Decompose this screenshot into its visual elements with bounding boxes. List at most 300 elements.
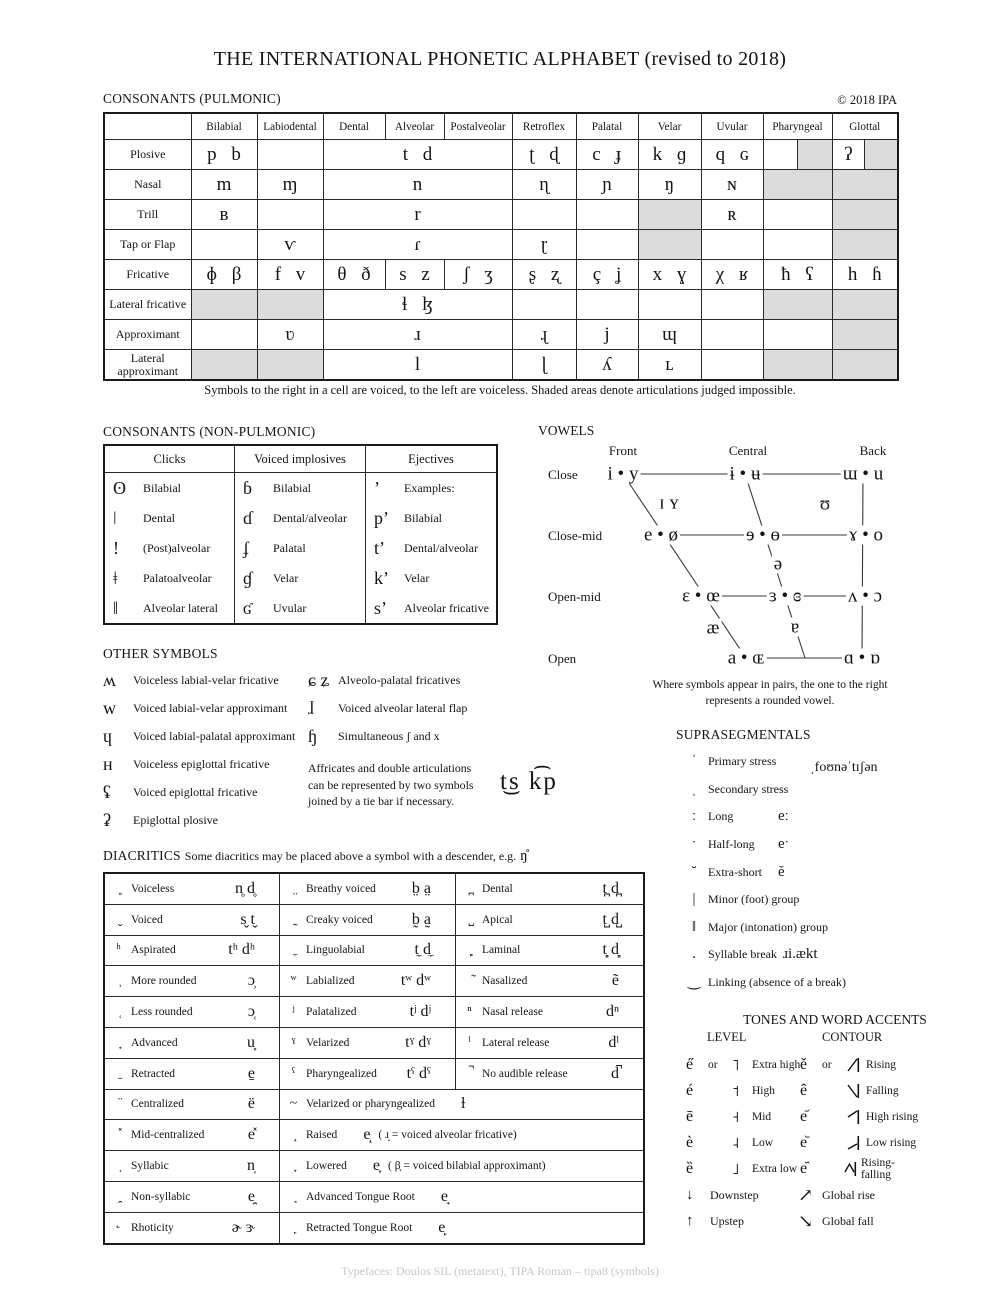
cell-latfric-palatal bbox=[576, 290, 638, 320]
vowel-pair-barred-i-u: ɨ • ʉ bbox=[729, 463, 761, 485]
ejective-symbol: kʼ bbox=[374, 568, 389, 588]
implosive-label: Dental/alveolar bbox=[273, 510, 347, 525]
cell-tap-dental-alv: ɾ bbox=[323, 230, 512, 260]
example: ĕ bbox=[778, 863, 785, 880]
mark: ̜ bbox=[116, 1004, 121, 1020]
tone-bar: ˩ bbox=[732, 1159, 740, 1178]
diacritic-row bbox=[105, 1058, 643, 1089]
label: Minor (foot) group bbox=[708, 892, 800, 907]
cell-plosive-uvular: q ɢ bbox=[701, 140, 763, 170]
label: Breathy voiced bbox=[306, 882, 376, 895]
or-text: or bbox=[708, 1059, 718, 1071]
cell-fric-postalveolar: ʃ ʒ bbox=[444, 260, 512, 290]
label: Long bbox=[708, 809, 734, 824]
label: Global rise bbox=[822, 1187, 875, 1202]
mark: ̯ bbox=[116, 1188, 121, 1204]
mid-centralized-cell bbox=[105, 1120, 279, 1150]
click-label: Dental bbox=[143, 510, 175, 525]
suprasegmental-item bbox=[684, 914, 904, 942]
label: Extra high bbox=[752, 1058, 801, 1071]
label: Upstep bbox=[710, 1213, 744, 1228]
label: Mid bbox=[752, 1110, 772, 1123]
click-item bbox=[105, 593, 234, 623]
col-postalveolar: Postalveolar bbox=[444, 113, 512, 140]
vowel-ash: æ bbox=[706, 617, 720, 639]
label: Voiceless epiglottal fricative bbox=[133, 756, 270, 771]
label: Creaky voiced bbox=[306, 913, 373, 926]
central-label: Central bbox=[728, 443, 768, 458]
vowel-pair-i-y: i • y bbox=[607, 463, 639, 485]
symbol: ‿ bbox=[687, 974, 701, 991]
ejective-label: Bilabial bbox=[404, 510, 442, 525]
click-item bbox=[105, 563, 234, 593]
advanced-tongue-root-cell bbox=[279, 1182, 643, 1212]
label: Extra-short bbox=[708, 864, 762, 879]
pulmonic-footnote: Symbols to the right in a cell are voiced, to the left are voiceless. Shaded areas denote articulations judged impossible. bbox=[204, 383, 796, 397]
row-nasal bbox=[104, 170, 898, 200]
cell-latfric-bilabial-shaded bbox=[191, 290, 257, 320]
label: Laminal bbox=[482, 944, 521, 957]
diacritics-note: Some diacritics may be placed above a symbol with a descender, e.g. bbox=[184, 849, 517, 863]
click-item bbox=[105, 473, 234, 503]
example: tˤ dˤ bbox=[406, 1064, 431, 1082]
example: dˡ bbox=[608, 1033, 619, 1051]
example: e̘ bbox=[440, 1187, 448, 1205]
cell-plosive-pharyngeal bbox=[763, 140, 832, 170]
label: Rising-falling bbox=[860, 1156, 895, 1181]
example: ɚ ɝ bbox=[231, 1218, 255, 1236]
velarized-or-pharyngealized-cell bbox=[279, 1090, 643, 1120]
cell-approx-retroflex: ɻ bbox=[512, 320, 576, 350]
example: tʲ dʲ bbox=[409, 1003, 431, 1021]
cell-approx-uvular bbox=[701, 320, 763, 350]
cell-latapprox-pharyngeal-shaded bbox=[763, 350, 832, 381]
other-symbol-item bbox=[308, 666, 498, 694]
cell-plosive-glottal bbox=[832, 140, 898, 170]
creaky-voiced-cell bbox=[279, 905, 455, 935]
falling-tone-icon bbox=[846, 1082, 866, 1100]
other-symbol-item bbox=[103, 806, 308, 834]
level-tones-list bbox=[686, 1052, 804, 1182]
cell-trill-pharyngeal bbox=[763, 200, 832, 230]
open-label: Open bbox=[548, 651, 577, 666]
implosives-column bbox=[234, 446, 365, 623]
label: Syllabic bbox=[131, 1160, 169, 1173]
retracted-tongue-root-cell bbox=[279, 1213, 643, 1243]
mark: ̝ bbox=[291, 1127, 296, 1143]
vowel-pair-reversed-epsilon: ɜ • ɞ bbox=[768, 585, 802, 607]
example: n̩ bbox=[247, 1157, 255, 1175]
front-label: Front bbox=[608, 443, 638, 458]
example: t̻ d̻ bbox=[602, 941, 619, 959]
label: More rounded bbox=[131, 975, 197, 988]
tone-row-extra-high bbox=[686, 1052, 804, 1078]
label: Falling bbox=[866, 1084, 899, 1097]
more-rounded-cell bbox=[105, 966, 279, 996]
mark: ~ bbox=[289, 1096, 298, 1112]
clicks-header: Clicks bbox=[105, 446, 234, 473]
label: Lowered bbox=[306, 1160, 347, 1173]
vowel-chart bbox=[538, 423, 900, 718]
cell-fric-labiodental: f v bbox=[257, 260, 323, 290]
mark: ̈ bbox=[116, 1096, 121, 1112]
diacritic-row bbox=[105, 904, 643, 935]
implosive-item bbox=[235, 503, 365, 533]
cell-latapprox-glottal-shaded bbox=[832, 350, 898, 381]
cell-trill-palatal bbox=[576, 200, 638, 230]
rising-tone-icon bbox=[846, 1056, 866, 1074]
cell-latapprox-labiodental-shaded bbox=[257, 350, 323, 381]
col-alveolar: Alveolar bbox=[385, 113, 444, 140]
example: e̯ bbox=[247, 1187, 255, 1205]
global-rise-arrow-icon: ↗ bbox=[798, 1184, 814, 1205]
other-symbols-right-list bbox=[308, 666, 498, 750]
cell-approx-pharyngeal bbox=[763, 320, 832, 350]
label: Voiced labial-palatal approximant bbox=[133, 728, 296, 743]
syllabic-cell bbox=[105, 1151, 279, 1181]
tone-row-low bbox=[686, 1130, 804, 1156]
label: High bbox=[752, 1084, 775, 1097]
cell-fric-velar: x ɣ bbox=[638, 260, 701, 290]
example: ɫ bbox=[461, 1095, 466, 1113]
col-labiodental: Labiodental bbox=[257, 113, 323, 140]
cell-plosive-labiodental bbox=[257, 140, 323, 170]
velarized-cell bbox=[279, 1028, 455, 1058]
mark: ˠ bbox=[291, 1034, 296, 1050]
label: Nasalized bbox=[482, 975, 528, 988]
tone-row-high-rising bbox=[800, 1104, 920, 1130]
cell-plosive-dental-alv: t d bbox=[323, 140, 512, 170]
example: tˠ dˠ bbox=[405, 1033, 431, 1051]
clicks-column bbox=[105, 446, 234, 623]
col-retroflex: Retroflex bbox=[512, 113, 576, 140]
other-symbol-item bbox=[103, 694, 308, 722]
tie-bar-examples: t͜s k͡p bbox=[500, 768, 558, 795]
example: n̥ d̥ bbox=[235, 879, 255, 897]
rising-falling-tone-icon bbox=[843, 1160, 861, 1178]
cell-nasal-glottal-shaded bbox=[832, 170, 898, 200]
example: b̰ a̰ bbox=[411, 910, 431, 928]
diacritic-row bbox=[105, 1212, 643, 1243]
other-symbols-left-list bbox=[103, 666, 308, 834]
cell-fric-uvular: χ ʁ bbox=[701, 260, 763, 290]
back-label: Back bbox=[859, 443, 887, 458]
click-label: (Post)alveolar bbox=[143, 540, 211, 555]
aspirated-cell bbox=[105, 936, 279, 966]
cell-nasal-pharyngeal-shaded bbox=[763, 170, 832, 200]
label: Palatalized bbox=[306, 1006, 357, 1019]
example: e̠ bbox=[247, 1064, 255, 1082]
label: Rising bbox=[866, 1058, 897, 1071]
tone-bar: ˨ bbox=[732, 1133, 740, 1152]
example: b̤ a̤ bbox=[411, 879, 431, 897]
ejective-item bbox=[366, 593, 496, 623]
mark: ̥ bbox=[116, 880, 121, 896]
suprasegmental-item bbox=[684, 969, 904, 997]
cell-trill-velar-shaded bbox=[638, 200, 701, 230]
col-bilabial: Bilabial bbox=[191, 113, 257, 140]
less-rounded-cell bbox=[105, 997, 279, 1027]
tone-row-low-rising bbox=[800, 1130, 920, 1156]
symbol: | bbox=[692, 891, 696, 908]
ejectives-list bbox=[366, 473, 496, 623]
mark: ̚ bbox=[467, 1065, 472, 1081]
diacritic-row bbox=[105, 1150, 643, 1181]
label: High rising bbox=[866, 1110, 919, 1123]
mark: ̘ bbox=[291, 1188, 296, 1204]
suprasegmental-item bbox=[684, 941, 904, 969]
mark: ̤ bbox=[291, 880, 296, 896]
ejective-item bbox=[366, 563, 496, 593]
linguolabial-cell bbox=[279, 936, 455, 966]
tone-bar: ˥ bbox=[732, 1055, 740, 1074]
diacritic-row bbox=[105, 874, 643, 904]
other-symbol-item bbox=[103, 666, 308, 694]
level-subheading: LEVEL bbox=[707, 1030, 747, 1044]
mark: ̩ bbox=[116, 1158, 121, 1174]
or-text: or bbox=[822, 1059, 832, 1071]
ejective-symbol: sʼ bbox=[374, 598, 387, 618]
diacritic-row bbox=[105, 1181, 643, 1212]
diacritics-table bbox=[103, 872, 645, 1245]
voiceless-half bbox=[764, 140, 798, 169]
ejective-symbol: pʼ bbox=[374, 508, 389, 528]
shaded-half bbox=[864, 140, 897, 169]
vowel-pair-a-oe-lig: a • ɶ bbox=[727, 647, 765, 669]
tone-row-high bbox=[686, 1078, 804, 1104]
label: Voiced bbox=[131, 913, 163, 926]
corner-cell bbox=[104, 113, 191, 140]
vowel-pair-e-o-slash: e • ø bbox=[643, 524, 679, 546]
non-syllabic-cell bbox=[105, 1182, 279, 1212]
mark: ˞ bbox=[116, 1219, 121, 1235]
copyright: © 2018 IPA bbox=[837, 93, 897, 107]
cell-approx-palatal: j bbox=[576, 320, 638, 350]
example: tʰ dʰ bbox=[228, 941, 255, 959]
click-symbol: ǁ bbox=[113, 598, 119, 618]
row-label: Approximant bbox=[104, 320, 191, 350]
symbol: ˌ bbox=[691, 780, 697, 797]
cell-nasal-retroflex: ɳ bbox=[512, 170, 576, 200]
mark: ̠ bbox=[116, 1065, 121, 1081]
row-approximant bbox=[104, 320, 898, 350]
cell-plosive-bilabial: p b bbox=[191, 140, 257, 170]
label: Downstep bbox=[710, 1187, 759, 1202]
cell-approx-labiodental: ʋ bbox=[257, 320, 323, 350]
implosives-header: Voiced implosives bbox=[235, 446, 365, 473]
example: t̪ d̪ bbox=[602, 879, 619, 897]
suprasegmental-item bbox=[684, 858, 904, 886]
symbol: ɕ ʑ bbox=[308, 670, 330, 690]
tone-row-falling bbox=[800, 1078, 920, 1104]
symbol: ʍ bbox=[103, 670, 116, 690]
cell-tap-retroflex: ɽ bbox=[512, 230, 576, 260]
high-rising-tone-icon bbox=[846, 1108, 866, 1126]
vowel-pair-epsilon-oe: ɛ • œ bbox=[682, 585, 720, 607]
label: Lateral release bbox=[482, 1036, 550, 1049]
vowels-heading: VOWELS bbox=[538, 423, 595, 438]
example: e̽ bbox=[247, 1126, 255, 1144]
example: ɔ̜ bbox=[247, 1003, 255, 1021]
implosives-list bbox=[235, 473, 365, 623]
cell-tap-uvular bbox=[701, 230, 763, 260]
row-trill bbox=[104, 200, 898, 230]
cell-latfric-pharyngeal-shaded bbox=[763, 290, 832, 320]
row-label: Plosive bbox=[104, 140, 191, 170]
tone-letter-example: e᷄ bbox=[800, 1108, 808, 1125]
symbol: . bbox=[692, 946, 696, 963]
cell-fric-pharyngeal: ħ ʕ bbox=[763, 260, 832, 290]
dental-cell bbox=[455, 874, 643, 904]
click-item bbox=[105, 533, 234, 563]
diacritics-heading-line bbox=[103, 847, 528, 865]
label: Voiced epiglottal fricative bbox=[133, 784, 258, 799]
tone-bar: ˧ bbox=[732, 1107, 740, 1126]
downstep-arrow-icon: ↓ bbox=[686, 1186, 694, 1203]
cell-latfric-labiodental-shaded bbox=[257, 290, 323, 320]
label: Primary stress bbox=[708, 754, 777, 769]
mark: ̻ bbox=[467, 942, 472, 958]
breathy-voiced-cell bbox=[279, 874, 455, 904]
cell-latapprox-uvular bbox=[701, 350, 763, 381]
mark: ˡ bbox=[468, 1034, 471, 1050]
label: Voiced alveolar lateral flap bbox=[338, 700, 468, 715]
contour-subheading: CONTOUR bbox=[822, 1030, 883, 1044]
nasal-release-cell bbox=[455, 997, 643, 1027]
cell-latfric-glottal-shaded bbox=[832, 290, 898, 320]
symbol: ˈ bbox=[691, 753, 697, 770]
mark: ʲ bbox=[292, 1004, 295, 1020]
centralized-cell bbox=[105, 1090, 279, 1120]
note: ( ɹ̝ = voiced alveolar fricative) bbox=[378, 1129, 517, 1142]
cell-trill-dental-alv: r bbox=[323, 200, 512, 230]
suprasegmental-item bbox=[684, 886, 904, 914]
example: e̙ bbox=[438, 1218, 446, 1236]
vowel-small-cap-i-y: ɪ ʏ bbox=[659, 492, 679, 514]
click-item bbox=[105, 503, 234, 533]
tone-letter-example: e̋ bbox=[686, 1056, 694, 1073]
close-label: Close bbox=[548, 467, 578, 482]
eng-with-ring-example: ŋ̊ bbox=[520, 848, 528, 864]
label: Mid-centralized bbox=[131, 1129, 205, 1142]
tone-row-mid bbox=[686, 1104, 804, 1130]
implosive-symbol: ɠ bbox=[243, 568, 252, 588]
label: Extra low bbox=[752, 1162, 798, 1175]
affricates-note: Affricates and double articulations can be represented by two symbols joined by a tie bar if necessary. bbox=[308, 761, 474, 809]
tone-bar: ˦ bbox=[732, 1081, 740, 1100]
cell-latfric-uvular bbox=[701, 290, 763, 320]
upstep-arrow-icon: ↑ bbox=[686, 1212, 694, 1229]
mark: ̰ bbox=[291, 911, 296, 927]
upstep-row bbox=[686, 1208, 744, 1234]
diacritic-row bbox=[105, 1119, 643, 1150]
example: eˑ bbox=[778, 836, 789, 853]
row-label: Nasal bbox=[104, 170, 191, 200]
cell-nasal-dental-alv: n bbox=[323, 170, 512, 200]
pulmonic-header-row bbox=[104, 113, 898, 140]
mark: ̙ bbox=[291, 1219, 296, 1235]
diacritic-row bbox=[105, 1027, 643, 1058]
ejective-label: Velar bbox=[404, 570, 430, 585]
vowel-upsilon: ʊ bbox=[819, 493, 831, 515]
cell-plosive-retroflex: ʈ ɖ bbox=[512, 140, 576, 170]
other-symbols-heading: OTHER SYMBOLS bbox=[103, 646, 218, 661]
implosive-symbol: ʄ bbox=[243, 538, 249, 558]
row-lateral-fricative bbox=[104, 290, 898, 320]
cell-tap-bilabial bbox=[191, 230, 257, 260]
laminal-cell bbox=[455, 936, 643, 966]
cell-latfric-velar bbox=[638, 290, 701, 320]
label: Pharyngealized bbox=[306, 1067, 377, 1080]
label: Rhoticity bbox=[131, 1221, 174, 1234]
voiced-cell bbox=[105, 905, 279, 935]
label: Apical bbox=[482, 913, 513, 926]
col-pharyngeal: Pharyngeal bbox=[763, 113, 832, 140]
label: Labialized bbox=[306, 975, 355, 988]
symbol: ɺ bbox=[308, 698, 314, 718]
label: Low rising bbox=[866, 1136, 917, 1149]
label: Low bbox=[752, 1136, 774, 1149]
click-label: Palatoalveolar bbox=[143, 570, 212, 585]
implosive-label: Velar bbox=[273, 570, 299, 585]
cell-nasal-uvular: ɴ bbox=[701, 170, 763, 200]
vowel-pair-script-a-turned-script-a: ɑ • ɒ bbox=[843, 647, 881, 669]
example: t̺ d̺ bbox=[602, 910, 619, 928]
implosive-label: Palatal bbox=[273, 540, 306, 555]
advanced-cell bbox=[105, 1028, 279, 1058]
cell-latfric-retroflex bbox=[512, 290, 576, 320]
row-label: Fricative bbox=[104, 260, 191, 290]
pulmonic-consonants-table bbox=[103, 112, 899, 381]
cell-tap-palatal bbox=[576, 230, 638, 260]
ejective-label: Dental/alveolar bbox=[404, 540, 478, 555]
label: Half-long bbox=[708, 837, 755, 852]
cell-nasal-palatal: ɲ bbox=[576, 170, 638, 200]
cell-tap-glottal-shaded bbox=[832, 230, 898, 260]
col-velar: Velar bbox=[638, 113, 701, 140]
ejective-label: Alveolar fricative bbox=[404, 600, 489, 615]
mark: ̞ bbox=[291, 1158, 296, 1174]
low-rising-tone-icon bbox=[846, 1134, 866, 1152]
tones-heading: TONES AND WORD ACCENTS bbox=[743, 1012, 927, 1027]
label: Major (intonation) group bbox=[708, 919, 828, 934]
mark: ̽ bbox=[116, 1127, 121, 1143]
row-fricative bbox=[104, 260, 898, 290]
global-fall-row bbox=[798, 1208, 874, 1234]
label: Voiceless labial-velar fricative bbox=[133, 672, 279, 687]
label: Epiglottal plosive bbox=[133, 812, 218, 827]
vowel-pair-turned-v-open-o: ʌ • ɔ bbox=[847, 585, 883, 607]
example: ɹi.ækt bbox=[782, 946, 818, 963]
mark: ̪ bbox=[467, 880, 472, 896]
clicks-list bbox=[105, 473, 234, 623]
cell-latapprox-dental-alv: l bbox=[323, 350, 512, 381]
nonpulmonic-heading: CONSONANTS (NON-PULMONIC) bbox=[103, 424, 316, 439]
symbol: ˑ bbox=[691, 836, 697, 853]
retracted-cell bbox=[105, 1059, 279, 1089]
pharyngealized-cell bbox=[279, 1059, 455, 1089]
tone-row-extra-low bbox=[686, 1156, 804, 1182]
stress-example-word: ˌfoʊnəˈtɪʃən bbox=[810, 760, 878, 775]
raised-cell bbox=[279, 1120, 643, 1150]
implosive-item bbox=[235, 533, 365, 563]
cell-plosive-palatal: c ɟ bbox=[576, 140, 638, 170]
other-symbol-item bbox=[308, 722, 498, 750]
col-dental: Dental bbox=[323, 113, 385, 140]
vowel-turned-a: ɐ bbox=[790, 616, 800, 638]
implosive-label: Bilabial bbox=[273, 480, 311, 495]
example: s̬ t̬ bbox=[240, 910, 255, 928]
